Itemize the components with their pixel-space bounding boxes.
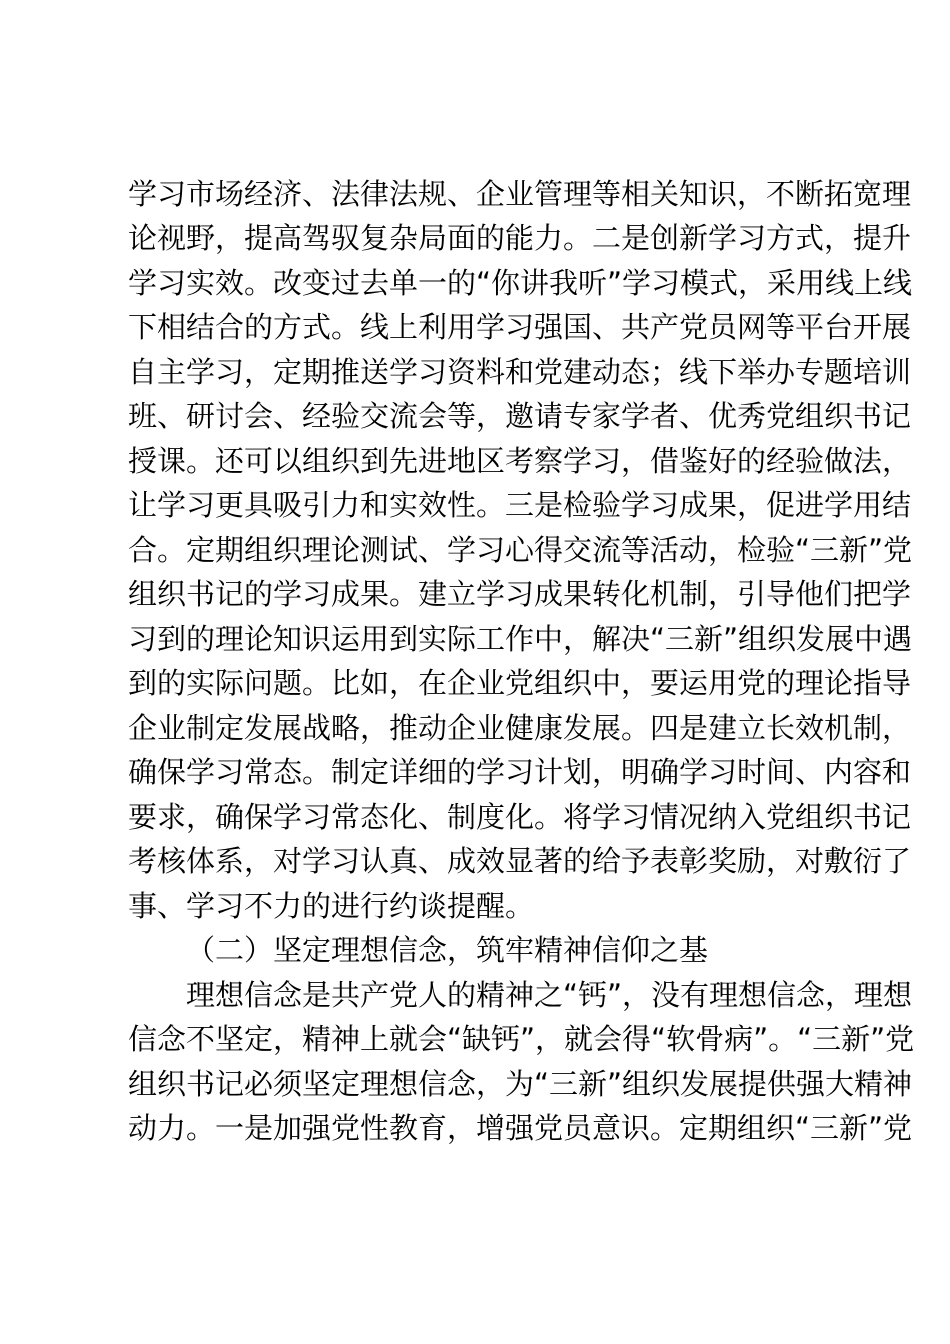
text-line: 论视野，提高驾驭复杂局面的能力。二是创新学习方式，提升 xyxy=(128,221,912,255)
text-line: 信念不坚定，精神上就会“缺钙”，就会得“软骨病”。“三新”党 xyxy=(128,1022,915,1056)
text-line: 组织书记必须坚定理想信念，为“三新”组织发展提供强大精神 xyxy=(128,1067,913,1101)
text-line: 授课。还可以组织到先进地区考察学习，借鉴好的经验做法， xyxy=(128,444,912,478)
text-line: 企业制定发展战略，推动企业健康发展。四是建立长效机制， xyxy=(128,711,912,745)
section-heading: （二）坚定理想信念，筑牢精神信仰之基 xyxy=(186,933,709,967)
text-line: 要求，确保学习常态化、制度化。将学习情况纳入党组织书记 xyxy=(128,800,912,834)
text-line: 让学习更具吸引力和实效性。三是检验学习成果，促进学用结 xyxy=(128,488,912,522)
text-line: 理想信念是共产党人的精神之“钙”，没有理想信念，理想 xyxy=(186,978,913,1012)
text-line: 组织书记的学习成果。建立学习成果转化机制，引导他们把学 xyxy=(128,577,912,611)
text-line: 习到的理论知识运用到实际工作中，解决“三新”组织发展中遇 xyxy=(128,622,913,656)
text-line: 到的实际问题。比如，在企业党组织中，要运用党的理论指导 xyxy=(128,666,912,700)
text-line: 学习市场经济、法律法规、企业管理等相关知识，不断拓宽理 xyxy=(128,177,912,211)
text-line: 学习实效。改变过去单一的“你讲我听”学习模式，采用线上线 xyxy=(128,266,913,300)
text-line: 自主学习，定期推送学习资料和党建动态；线下举办专题培训 xyxy=(128,355,912,389)
text-line: 班、研讨会、经验交流会等，邀请专家学者、优秀党组织书记 xyxy=(128,399,912,433)
text-line: 下相结合的方式。线上利用学习强国、共产党员网等平台开展 xyxy=(128,310,912,344)
text-line: 确保学习常态。制定详细的学习计划，明确学习时间、内容和 xyxy=(128,755,912,789)
text-line: 考核体系，对学习认真、成效显著的给予表彰奖励，对敷衍了 xyxy=(128,844,912,878)
text-line: 动力。一是加强党性教育，增强党员意识。定期组织“三新”党 xyxy=(128,1111,913,1145)
text-line: 合。定期组织理论测试、学习心得交流等活动，检验“三新”党 xyxy=(128,533,913,567)
text-line: 事、学习不力的进行约谈提醒。 xyxy=(128,889,535,923)
